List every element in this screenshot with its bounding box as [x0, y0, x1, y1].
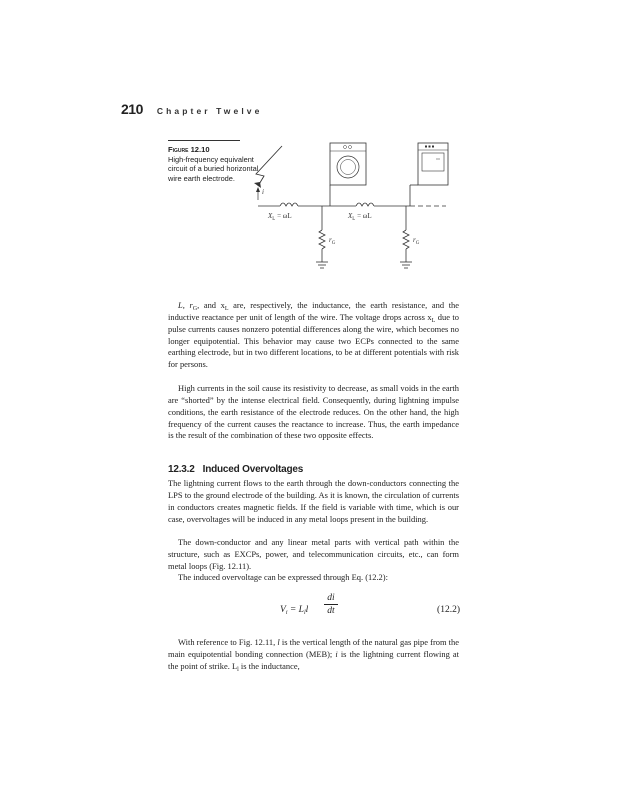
- paragraph-4: The down-conductor and any linear metal parts with vertical path within the structure, such as EXCPs, power, and telecommunication circuits, etc., can form metal loops (Fig. 12.11).: [168, 537, 459, 571]
- section-number: 12.3.2: [168, 464, 195, 475]
- lightning-arrowhead: [254, 182, 261, 188]
- figure-caption: [168, 145, 260, 183]
- figure-caption-text: High-frequency equivalent circuit of a buried horizontal wire earth electrode.: [168, 154, 259, 183]
- inductor-1: [280, 203, 298, 206]
- section-title: Induced Overvoltages: [202, 464, 304, 475]
- paragraph-3: The lightning current flows to the earth through the down-conductors connecting the LPS to the ground electrode of the building. As it is known, the circulation of currents in conductors creates magnetic fields. If the field is variable with time, which is our case, overvoltages will be induced in any metal loops present in the building.: [168, 478, 459, 524]
- section-heading: [168, 464, 303, 475]
- page-header: [121, 101, 262, 119]
- xl1-label: $X_L = \omega L$: [268, 212, 292, 222]
- paragraph-5: The induced overvoltage can be expressed through Eq. (12.2):: [178, 572, 388, 582]
- page-number: 210: [121, 101, 143, 117]
- equation-fraction: di dt: [324, 593, 338, 616]
- figure-rule: [168, 140, 240, 141]
- paragraph-2: High currents in the soil cause its resistivity to decrease, as small voids in the earth are “shorted” by the intense electrical field. Consequently, during lightning impulse conditions, the earth resistance of the electrode reduces. On the other hand, the high frequency of the current causes the reactance to increase. Thus, the earth impedance is the result of the combination of these two opposite effects.: [168, 383, 459, 441]
- paragraph-6: With reference to Fig. 12.11, l is the vertical length of the natural gas pipe from the main equipotential bonding connection (MEB); i is the lightning current flowing at the point of strike. $L_l$ is the inductance,: [168, 637, 459, 673]
- lightning-bolt-icon: [256, 146, 282, 186]
- chapter-title: Chapter Twelve: [156, 106, 263, 116]
- inductor-2: [356, 203, 374, 206]
- rg1-label: $r_G$: [329, 236, 336, 246]
- xl2-label: $X_L = \omega L$: [348, 212, 372, 222]
- appliance-icon: [418, 143, 448, 185]
- equation-number: (12.2): [437, 605, 460, 615]
- rg2-label: $r_G$: [413, 236, 420, 246]
- ground-symbol-1: [316, 262, 328, 268]
- resistor-2: [403, 230, 409, 249]
- resistor-1: [319, 230, 325, 249]
- paragraph-1: L, $r_G$, and $x_L$ are, respectively, the inductance, the earth resistance, and the inductive reactance per unit of length of the wire. The voltage drops across $x_L$ due to pulse currents causes nonzero potential differences along the wire, which becomes no longer equipotential. This behavior may cause two ECPs connected to the same earthing electrode, but in two different locations, to be at different potentials with risk for persons.: [168, 300, 460, 370]
- figure-label: Figure 12.10: [168, 145, 210, 154]
- equation-12-2: $V_i = L_ll$ di dt (12.2): [280, 593, 460, 616]
- circuit-diagram: [250, 138, 450, 278]
- washing-machine-icon: [330, 143, 366, 185]
- current-label: i: [262, 188, 264, 196]
- ground-symbol-2: [400, 262, 412, 268]
